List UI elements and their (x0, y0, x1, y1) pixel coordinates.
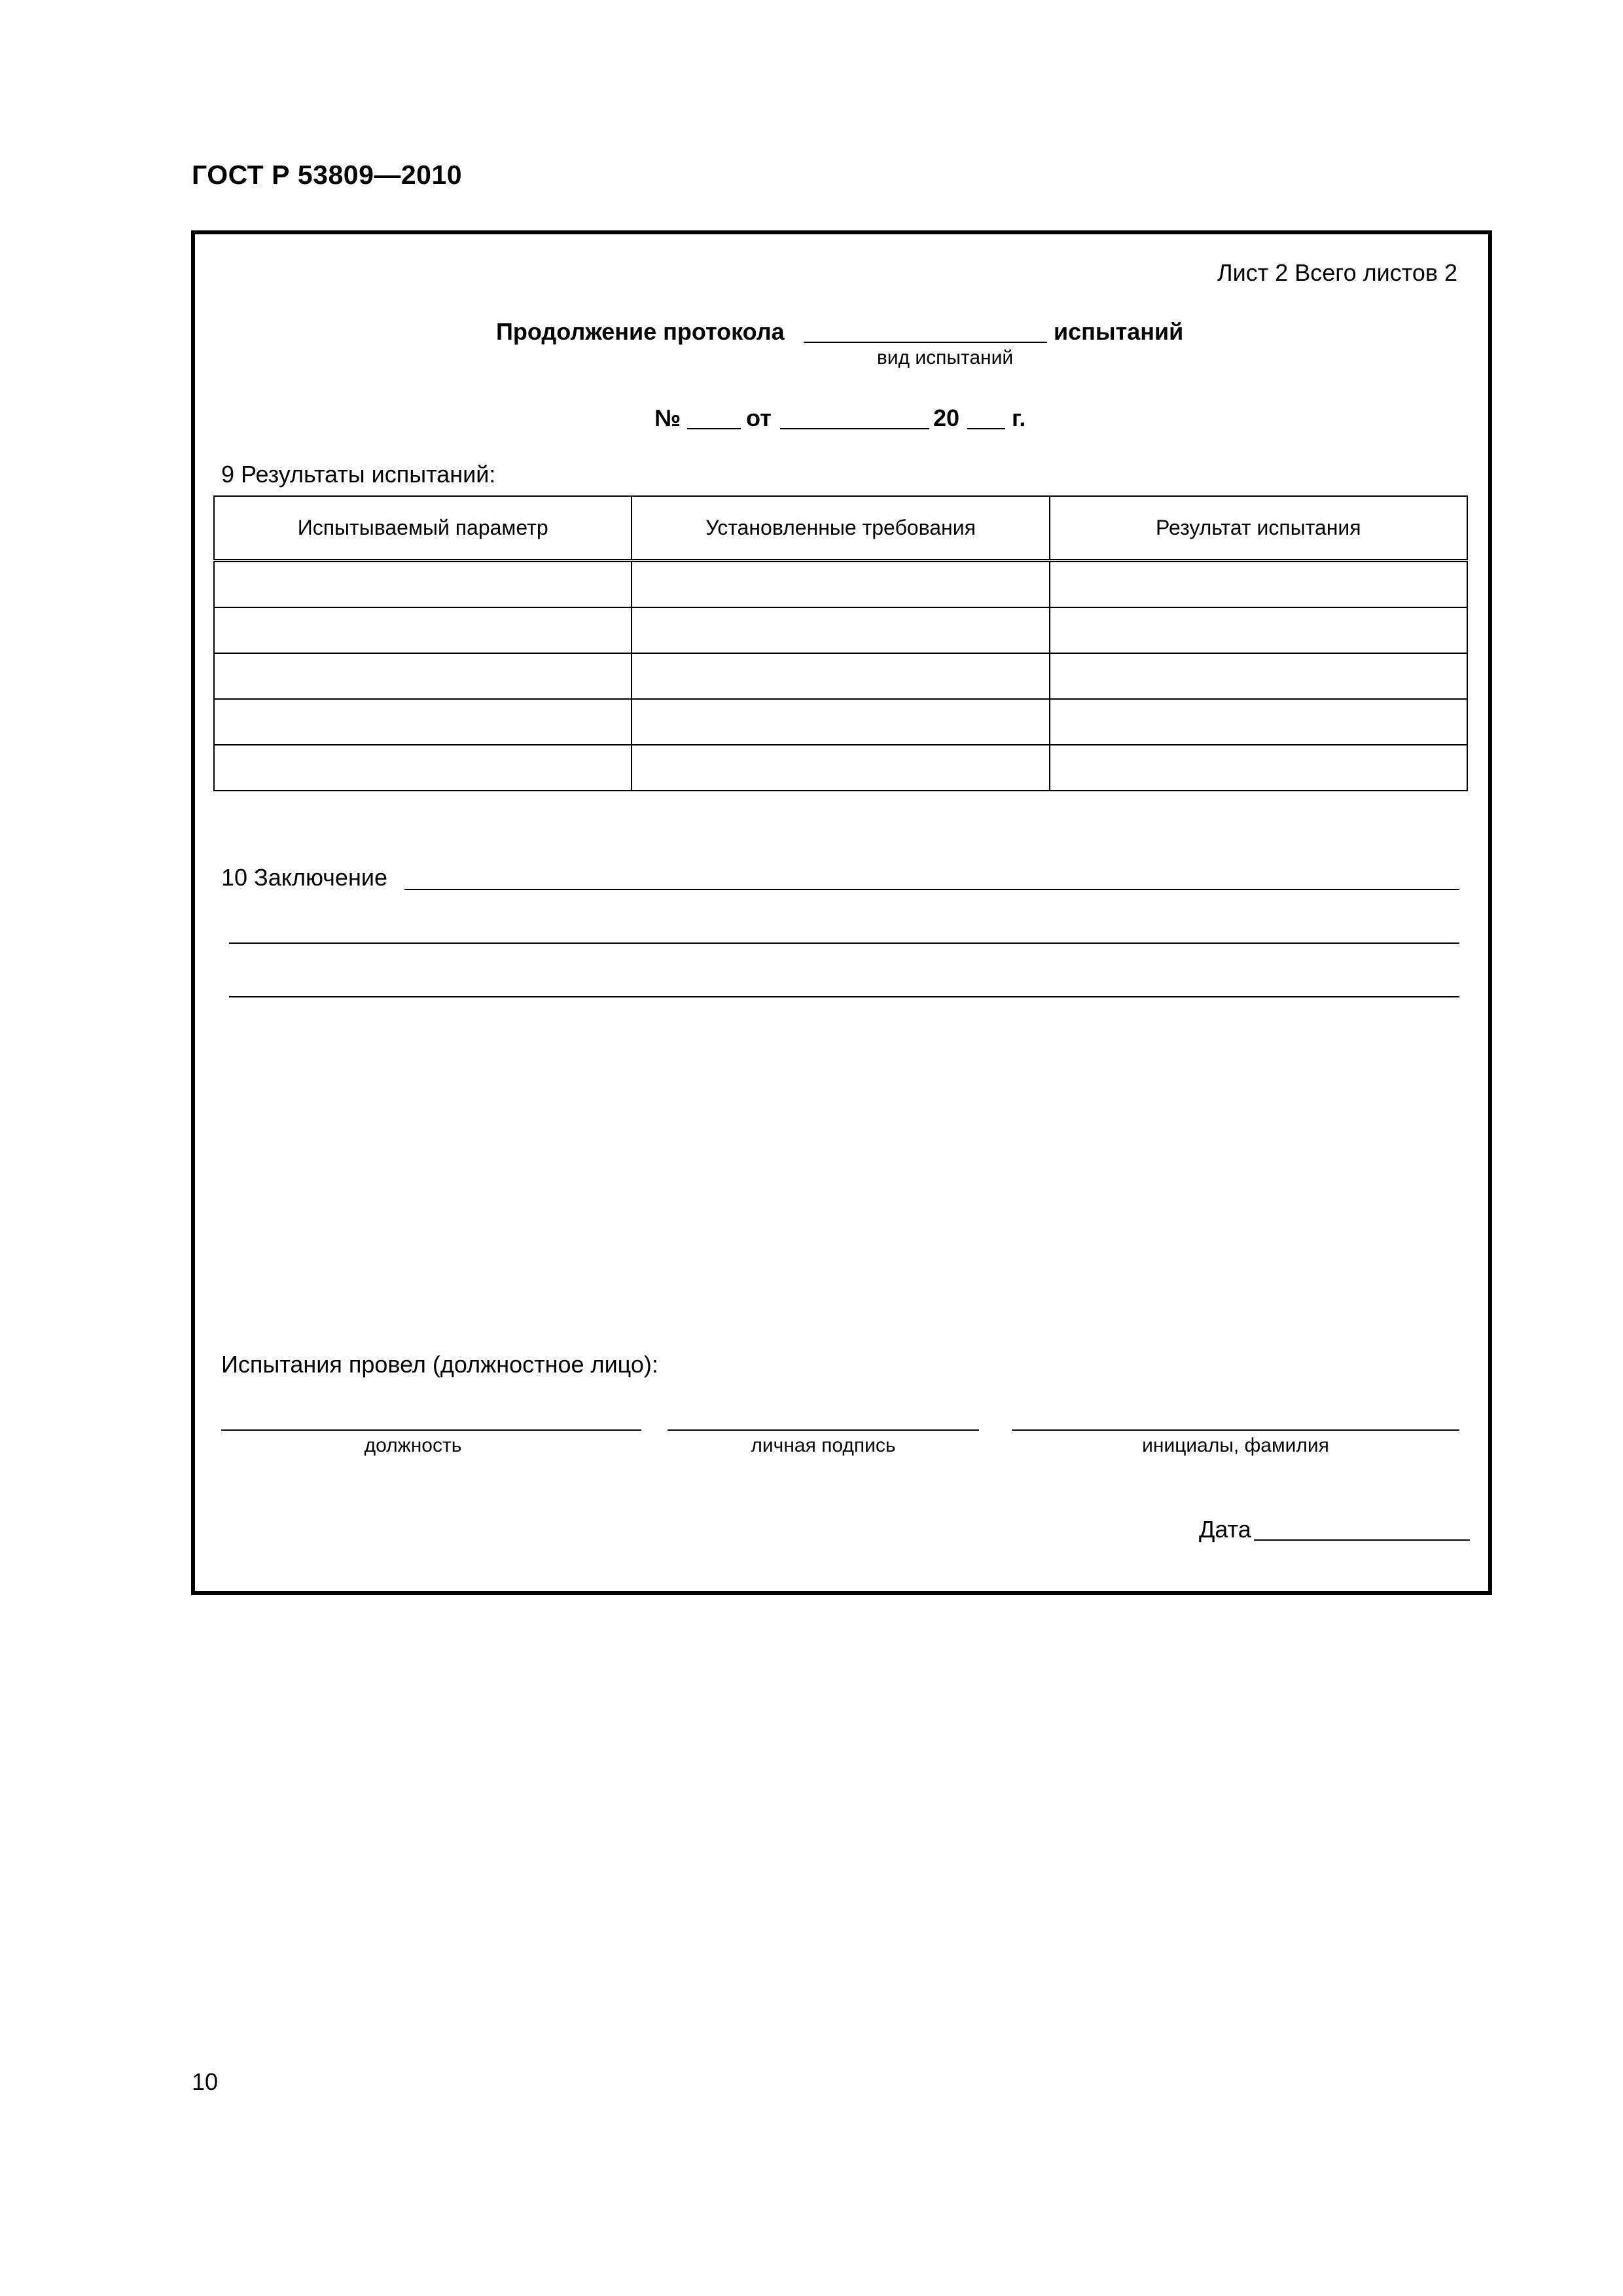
table-cell[interactable] (632, 607, 1049, 653)
document-code: ГОСТ Р 53809—2010 (192, 160, 463, 190)
position-caption: должность (364, 1435, 462, 1456)
table-cell[interactable] (214, 699, 632, 745)
results-table (213, 495, 1468, 791)
table-cell[interactable] (214, 745, 632, 791)
column-header: Установленные требования (632, 496, 1049, 561)
results-heading: 9 Результаты испытаний: (221, 461, 496, 488)
column-header: Результат испытания (1050, 496, 1467, 561)
table-cell[interactable] (1050, 745, 1467, 791)
title-prefix: Продолжение протокола (496, 318, 785, 345)
title-suffix: испытаний (1054, 318, 1184, 345)
table-cell[interactable] (214, 607, 632, 653)
table-header-row (214, 496, 1467, 561)
performed-by-label: Испытания провел (должностное лицо): (221, 1351, 658, 1378)
from-label: от (746, 404, 772, 431)
table-cell[interactable] (1050, 607, 1467, 653)
column-header: Испытываемый параметр (214, 496, 632, 561)
signature-field[interactable] (668, 1429, 979, 1431)
table-row (214, 561, 1467, 608)
signature-caption: личная подпись (751, 1435, 896, 1456)
table-cell[interactable] (632, 561, 1049, 608)
protocol-year-field[interactable] (967, 428, 1005, 429)
conclusion-line-1[interactable] (404, 889, 1459, 890)
table-row (214, 653, 1467, 699)
table-cell[interactable] (1050, 561, 1467, 608)
table-row (214, 699, 1467, 745)
table-cell[interactable] (632, 699, 1049, 745)
protocol-date-field[interactable] (780, 428, 929, 429)
table-cell[interactable] (1050, 699, 1467, 745)
test-type-field[interactable] (804, 342, 1047, 343)
form-frame (191, 230, 1492, 1595)
sheet-info: Лист 2 Всего листов 2 (1217, 259, 1458, 286)
table-row (214, 607, 1467, 653)
year-prefix: 20 (933, 404, 960, 431)
protocol-number-field[interactable] (687, 428, 741, 429)
table-cell[interactable] (214, 561, 632, 608)
table-row (214, 745, 1467, 791)
name-caption: инициалы, фамилия (1142, 1435, 1329, 1456)
name-field[interactable] (1012, 1429, 1459, 1431)
year-suffix: г. (1012, 404, 1026, 431)
page-number: 10 (192, 2068, 219, 2095)
number-label: № (654, 404, 681, 431)
conclusion-line-2[interactable] (229, 942, 1459, 944)
position-field[interactable] (221, 1429, 641, 1431)
table-cell[interactable] (214, 653, 632, 699)
test-type-caption: вид испытаний (876, 347, 1014, 368)
date-label: Дата (1199, 1516, 1251, 1543)
table-cell[interactable] (632, 745, 1049, 791)
conclusion-label: 10 Заключение (221, 864, 387, 891)
table-cell[interactable] (632, 653, 1049, 699)
date-field[interactable] (1254, 1539, 1470, 1541)
table-cell[interactable] (1050, 653, 1467, 699)
conclusion-line-3[interactable] (229, 996, 1459, 997)
